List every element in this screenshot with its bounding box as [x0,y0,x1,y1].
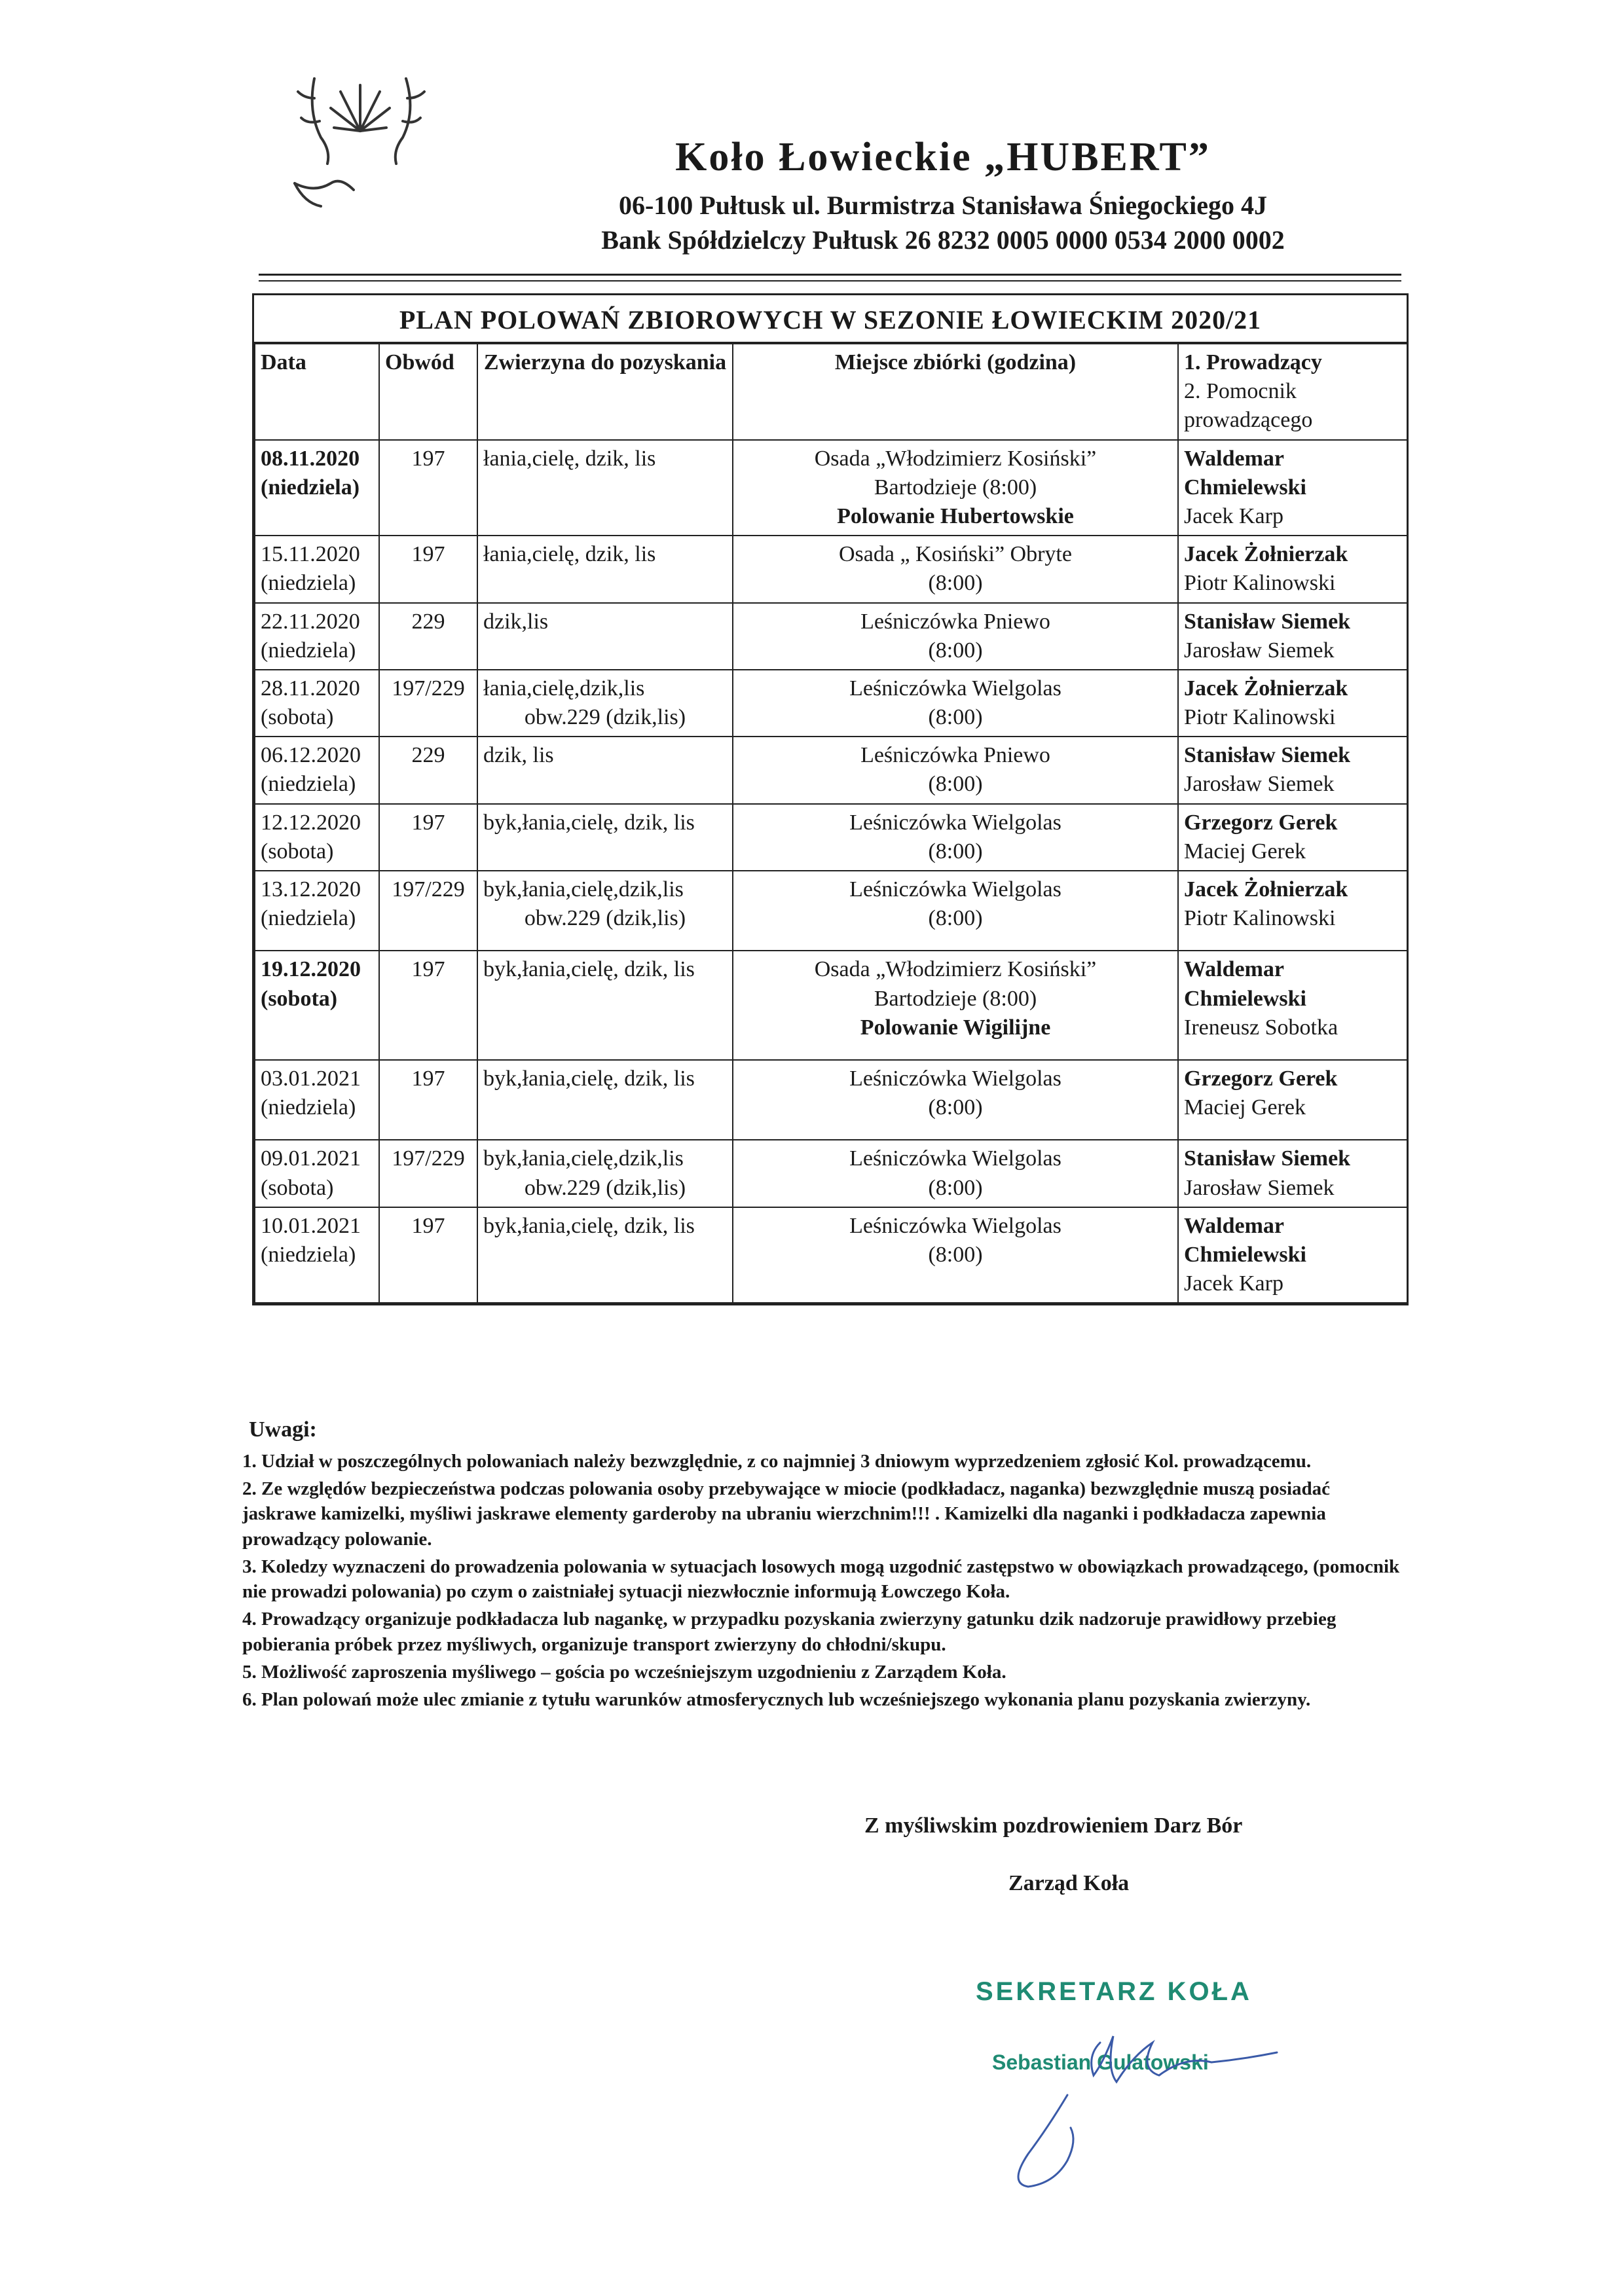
stamp-title: SEKRETARZ KOŁA [976,1977,1252,2006]
cell-date [255,737,379,803]
cell-meeting-place [733,670,1178,737]
note-item: 2. Ze względów bezpieczeństwa podczas polowania osoby przebywające w miocie (podkładacz, naganka) bezwzględnie muszą posiadać jaskrawe kamizelki, myśliwi jaskrawe elementy garderoby na ubraniu wierzchnim!!! . Kamizelki dla naganki i podkładacza zapewnia prowadzący polowanie. [242,1478,1331,1550]
day-value: (sobota) [261,986,338,1011]
date-value: 13.12.2020 [261,877,361,902]
date-value: 03.01.2021 [261,1066,361,1091]
table-body [255,440,1407,1303]
cell-meeting-place [733,536,1178,602]
cell-meeting-place [733,1207,1178,1303]
game-value: byk,łania,cielę, dzik, lis [483,810,695,835]
table-row [255,603,1407,670]
cell-game [477,951,733,1060]
game-value: byk,łania,cielę,dzik,lis [483,877,684,902]
cell-game [477,603,733,670]
cell-leaders [1178,737,1407,803]
cell-obwod: 197 [379,951,477,1060]
antler-logo-icon [268,52,452,223]
leader-name: Stanisław Siemek [1184,609,1351,634]
club-name: Koło Łowieckie „HUBERT” [675,135,1211,179]
header-obwod: Obwód [379,344,477,440]
table-row [255,804,1407,871]
club-bank-account: Bank Spółdzielczy Pułtusk 26 8232 0005 0000 0534 2000 0002 [601,225,1285,255]
game-value-extra: obw.229 (dzik,lis) [524,906,686,931]
place-time: Bartodzieje (8:00) [874,475,1037,500]
cell-date [255,871,379,951]
game-value: łania,cielę,dzik,lis [483,676,645,701]
cell-leaders [1178,1140,1407,1207]
cell-date [255,804,379,871]
date-value: 08.11.2020 [261,446,360,471]
place-time: (8:00) [928,1175,983,1200]
cell-date [255,1207,379,1303]
cell-leaders [1178,440,1407,536]
header-divider [259,274,1401,276]
note-item: 1. Udział w poszczególnych polowaniach należy bezwzględnie, z co najmniej 3 dniowym wyprzedzeniem zgłosić Kol. prowadzącemu. [242,1450,1312,1472]
cell-date [255,440,379,536]
day-value: (sobota) [261,705,334,730]
cell-game [477,1140,733,1207]
assistant-name: Maciej Gerek [1184,1095,1306,1120]
leader-name: Waldemar Chmielewski [1184,446,1306,500]
place-time: Bartodzieje (8:00) [874,986,1037,1011]
header-leaders [1178,344,1407,440]
cell-meeting-place [733,737,1178,803]
cell-leaders [1178,603,1407,670]
notes-section [242,1415,1408,1715]
day-value: (niedziela) [261,475,360,500]
header-leader: 1. Prowadzący [1184,350,1322,374]
cell-date [255,1060,379,1140]
handwritten-signature-icon [936,2016,1303,2213]
game-value: dzik,lis [483,609,549,634]
game-value: byk,łania,cielę, dzik, lis [483,1066,695,1091]
note-item: 6. Plan polowań może ulec zmianie z tytułu warunków atmosferycznych lub wcześniejszego wykonania planu pozyskania zwierzyny. [242,1689,1311,1711]
table-row [255,1140,1407,1207]
place-value: Leśniczówka Wielgolas [849,676,1061,701]
cell-date [255,1140,379,1207]
leader-name: Jacek Żołnierzak [1184,676,1348,701]
place-value: Leśniczówka Wielgolas [849,810,1061,835]
assistant-name: Piotr Kalinowski [1184,906,1336,931]
cell-game [477,1207,733,1303]
day-value: (niedziela) [261,571,356,596]
cell-obwod: 197 [379,440,477,536]
leader-name: Waldemar Chmielewski [1184,1213,1306,1267]
leader-name: Grzegorz Gerek [1184,810,1338,835]
cell-meeting-place [733,1140,1178,1207]
place-time: (8:00) [928,1242,983,1267]
table-row [255,1060,1407,1140]
date-value: 28.11.2020 [261,676,360,701]
cell-obwod: 229 [379,603,477,670]
cell-meeting-place [733,804,1178,871]
date-value: 12.12.2020 [261,810,361,835]
date-value: 22.11.2020 [261,609,360,634]
table-row [255,670,1407,737]
place-value: Osada „ Kosiński” Obryte [839,542,1072,567]
date-value: 06.12.2020 [261,743,361,768]
game-value: byk,łania,cielę,dzik,lis [483,1146,684,1171]
place-value: Leśniczówka Pniewo [860,609,1050,634]
cell-leaders [1178,804,1407,871]
cell-leaders [1178,951,1407,1060]
place-value: Leśniczówka Wielgolas [849,1066,1061,1091]
closing-greeting: Z myśliwskim pozdrowieniem Darz Bór [864,1813,1243,1838]
cell-obwod: 197 [379,536,477,602]
header-meeting-place: Miejsce zbiórki (godzina) [733,344,1178,440]
place-value: Leśniczówka Pniewo [860,743,1050,768]
cell-date [255,951,379,1060]
cell-meeting-place [733,1060,1178,1140]
note-item: 3. Koledzy wyznaczeni do prowadzenia polowania w sytuacjach losowych mogą uzgodnić zastępstwo w obowiązkach prowadzącego, (pomocnik nie prowadzi polowania) po czym o zaistniałej sytuacji niezwłocznie informują Łowczego Koła. [242,1556,1400,1603]
cell-game [477,440,733,536]
day-value: (niedziela) [261,1095,356,1120]
day-value: (niedziela) [261,1242,356,1267]
event-name: Polowanie Hubertowskie [837,503,1074,528]
cell-obwod: 197 [379,1060,477,1140]
leader-name: Waldemar Chmielewski [1184,957,1306,1011]
date-value: 15.11.2020 [261,542,360,567]
place-time: (8:00) [928,772,983,797]
place-time: (8:00) [928,638,983,663]
place-time: (8:00) [928,705,983,730]
day-value: (niedziela) [261,906,356,931]
place-value: Leśniczówka Wielgolas [849,1146,1061,1171]
table-row [255,951,1407,1060]
cell-date [255,670,379,737]
cell-game [477,737,733,803]
cell-game [477,536,733,602]
assistant-name: Jarosław Siemek [1184,638,1335,663]
cell-leaders [1178,536,1407,602]
place-time: (8:00) [928,571,983,596]
leader-name: Jacek Żołnierzak [1184,877,1348,902]
club-address: 06-100 Pułtusk ul. Burmistrza Stanisława Śniegockiego 4J [618,191,1268,220]
game-value: łania,cielę, dzik, lis [483,542,656,567]
game-value: byk,łania,cielę, dzik, lis [483,957,695,982]
game-value-extra: obw.229 (dzik,lis) [524,705,686,730]
cell-date [255,536,379,602]
stamp-name: Sebastian Gulatowski [992,2050,1209,2074]
game-value: dzik, lis [483,743,554,768]
assistant-name: Jacek Karp [1184,1271,1283,1296]
table-row [255,737,1407,803]
table-title: PLAN POLOWAŃ ZBIOROWYCH W SEZONIE ŁOWIECKIM 2020/21 [254,295,1407,343]
place-time: (8:00) [928,906,983,931]
game-value: byk,łania,cielę, dzik, lis [483,1213,695,1238]
place-value: Leśniczówka Wielgolas [849,1213,1061,1238]
header-divider-secondary [259,280,1401,282]
game-value: łania,cielę, dzik, lis [483,446,656,471]
place-value: Leśniczówka Wielgolas [849,877,1061,902]
cell-game [477,871,733,951]
note-item: 4. Prowadzący organizuje podkładacza lub nagankę, w przypadku pozyskania zwierzyny gatunku dzik nadzoruje prawidłowy przebieg pobierania próbek przez myśliwych, organizuje transport zwierzyny do chłodni/skupu. [242,1609,1337,1655]
cell-meeting-place [733,871,1178,951]
header-date: Data [255,344,379,440]
assistant-name: Jarosław Siemek [1184,772,1335,797]
date-value: 19.12.2020 [261,957,361,982]
assistant-name: Piotr Kalinowski [1184,705,1336,730]
day-value: (niedziela) [261,638,356,663]
cell-date [255,603,379,670]
event-name: Polowanie Wigilijne [860,1015,1051,1040]
leader-name: Jacek Żołnierzak [1184,542,1348,567]
table-row [255,871,1407,951]
hunting-plan-table [252,293,1409,1305]
cell-obwod: 197/229 [379,1140,477,1207]
cell-leaders [1178,670,1407,737]
cell-leaders [1178,1060,1407,1140]
cell-meeting-place [733,440,1178,536]
cell-game [477,670,733,737]
game-value-extra: obw.229 (dzik,lis) [524,1175,686,1200]
date-value: 09.01.2021 [261,1146,361,1171]
header-assistant: 2. Pomocnik prowadzącego [1184,379,1313,433]
table-row [255,1207,1407,1303]
place-time: (8:00) [928,1095,983,1120]
date-value: 10.01.2021 [261,1213,361,1238]
table-header-row [255,344,1407,440]
assistant-name: Jarosław Siemek [1184,1175,1335,1200]
cell-obwod: 229 [379,737,477,803]
notes-title: Uwagi: [249,1417,317,1442]
letterhead [517,134,1369,259]
note-item: 5. Możliwość zaproszenia myśliwego – gościa po wcześniejszym uzgodnieniu z Zarządem Koła. [242,1662,1006,1683]
place-value: Osada „Włodzimierz Kosiński” [814,957,1097,982]
table-row [255,440,1407,536]
cell-obwod: 197 [379,1207,477,1303]
day-value: (sobota) [261,1175,334,1200]
leader-name: Stanisław Siemek [1184,1146,1351,1171]
cell-obwod: 197/229 [379,670,477,737]
assistant-name: Piotr Kalinowski [1184,571,1336,596]
assistant-name: Ireneusz Sobotka [1184,1015,1338,1040]
header-game: Zwierzyna do pozyskania [477,344,733,440]
assistant-name: Maciej Gerek [1184,839,1306,864]
schedule-table [254,343,1408,1303]
assistant-name: Jacek Karp [1184,503,1283,528]
cell-game [477,1060,733,1140]
day-value: (sobota) [261,839,334,864]
cell-leaders [1178,1207,1407,1303]
leader-name: Stanisław Siemek [1184,743,1351,768]
leader-name: Grzegorz Gerek [1184,1066,1338,1091]
cell-leaders [1178,871,1407,951]
cell-obwod: 197 [379,804,477,871]
cell-obwod: 197/229 [379,871,477,951]
place-value: Osada „Włodzimierz Kosiński” [814,446,1097,471]
day-value: (niedziela) [261,772,356,797]
place-time: (8:00) [928,839,983,864]
closing-board: Zarząd Koła [1008,1871,1130,1895]
cell-game [477,804,733,871]
table-row [255,536,1407,602]
cell-meeting-place [733,951,1178,1060]
cell-meeting-place [733,603,1178,670]
